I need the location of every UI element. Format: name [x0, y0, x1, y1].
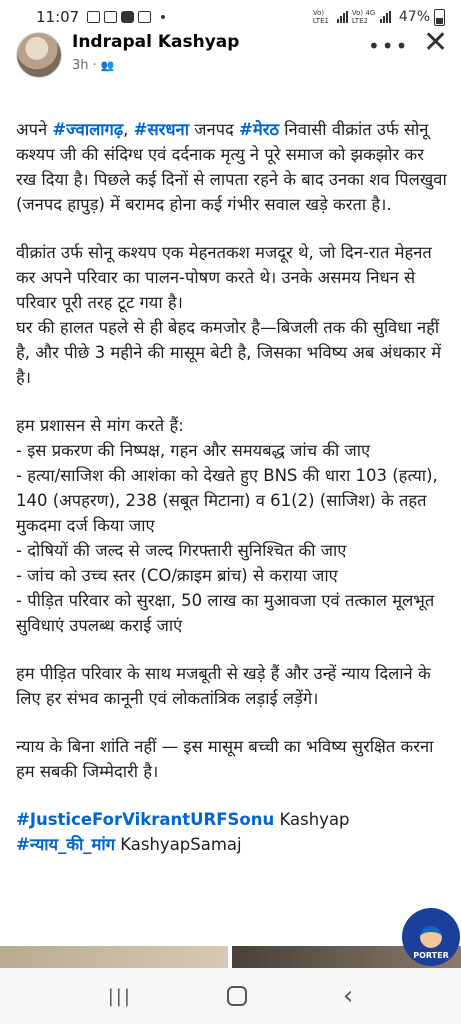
post-paragraph-1: [16, 92, 448, 217]
recent-apps-icon[interactable]: |||: [107, 985, 132, 1007]
tag-line-text: Kashyap: [274, 810, 350, 829]
more-notifications-icon: [161, 15, 165, 19]
back-icon[interactable]: ‹: [342, 981, 354, 1011]
network-1-label: Vo) LTE1: [312, 9, 329, 25]
dot-separator: ·: [92, 58, 97, 73]
youtube-icon: [121, 11, 134, 23]
post-body: [16, 92, 448, 857]
notification-icons: [87, 11, 165, 23]
signal-1-icon: [337, 11, 348, 23]
more-options-button[interactable]: •••: [368, 34, 410, 58]
post-header: [0, 25, 461, 82]
friends-icon: 👥: [100, 59, 115, 72]
hashtag-link[interactable]: #JusticeForVikrantURFSonu: [16, 810, 275, 829]
status-right: [313, 9, 445, 26]
hashtag-link[interactable]: #न्याय_की_मांग: [16, 835, 115, 854]
battery-percent: 47%: [398, 9, 430, 25]
image-icon: [104, 11, 117, 23]
post-meta: [72, 58, 114, 73]
author-name[interactable]: Indrapal Kashyap: [72, 32, 240, 52]
signal-2-icon: [380, 11, 391, 23]
hashtag-link[interactable]: #ज्वालागढ़: [52, 120, 124, 139]
post-paragraph-5: न्याय के बिना शांति नहीं — इस मासूम बच्ची का भविष्य सुरक्षित करना हम सबकी जिम्मेदारी है।: [16, 737, 434, 781]
status-bar: [0, 0, 461, 34]
avatar[interactable]: [16, 32, 62, 78]
status-time: 11:07: [36, 8, 80, 26]
post-paragraph-4: हम पीड़ित परिवार के साथ मजबूती से खड़े हैं और उन्हें न्याय दिलाने के लिए हर संभव कानूनी एवं लोकतांत्रिक लड़ाई लड़ेंगे।: [16, 664, 431, 708]
text-segment: अपने: [16, 120, 53, 139]
porter-label: PORTER: [413, 951, 449, 960]
post-time[interactable]: 3h: [72, 58, 89, 73]
tag-line-text: KashyapSamaj: [114, 835, 242, 854]
text-segment: जनपद: [188, 120, 239, 139]
system-nav-bar: [0, 968, 461, 1024]
post-image-strip[interactable]: [0, 946, 461, 968]
mail-icon: [138, 11, 151, 23]
tag-line-1: [16, 807, 448, 832]
battery-icon: [434, 9, 445, 26]
hashtag-link[interactable]: #सरधना: [133, 120, 189, 139]
post-paragraph-demands: हम प्रशासन से मांग करते हैं: - इस प्रकरण की निष्पक्ष, गहन और समयबद्ध जांच की जाए - हत्या/साजिश की आशंका को देखते हुए BNS की धारा 103 (हत्या), 140 (अपहरण), 238 (सबूत मिटाना) व 61(2) (साजिश) के तहत मुकदमा दर्ज किया जाए - दोषियों की जल्द से जल्द गिरफ्तारी सुनिश्चित की जाए - जांच को उच्च स्तर (CO/क्राइम ब्रांच) से कराया जाए - पीड़ित परिवार को सुरक्षा, 50 लाख का मुआवजा एवं तत्काल मूलभूत सुविधाएं उपलब्ध कराई जाएं: [16, 416, 438, 635]
porter-mascot-icon: [420, 926, 442, 948]
text-segment: ,: [123, 120, 134, 139]
network-2-label: Vo) 4G LTE2: [351, 9, 376, 25]
tag-line-2: [16, 832, 448, 857]
home-icon[interactable]: [227, 986, 247, 1006]
post-paragraph-2: वीक्रांत उर्फ सोनू कश्यप एक मेहनतकश मजदूर थे, जो दिन-रात मेहनत कर अपने परिवार का पालन-पोषण करते थे। उनके असमय निधन से परिवार पूरी तरह टूट गया है। घर की हालत पहले से ही बेहद कमजोर है—बिजली तक की सुविधा नहीं है, और पीछे 3 महीने की मासूम बेटी है, जिसका भविष्य अब अंधकार में है।: [16, 243, 442, 387]
close-button[interactable]: ✕: [423, 25, 449, 60]
post-image-1[interactable]: [0, 946, 228, 968]
hashtag-link[interactable]: #मेरठ: [239, 120, 280, 139]
text-segment: निवासी वीक्रांत उर्फ सोनू कश्यप जी की संदिग्ध एवं दर्दनाक मृत्यु ने पूरे समाज को झकझोर कर रख दिया है। पिछले कई दिनों से लापता रहने के बाद उनका शव पिलखुवा (जनपद हापुड़) में बरामद होना कई गंभीर सवाल खड़े करता है।.: [16, 120, 447, 214]
porter-ad-badge[interactable]: [402, 908, 460, 966]
gallery-icon: [87, 11, 100, 23]
